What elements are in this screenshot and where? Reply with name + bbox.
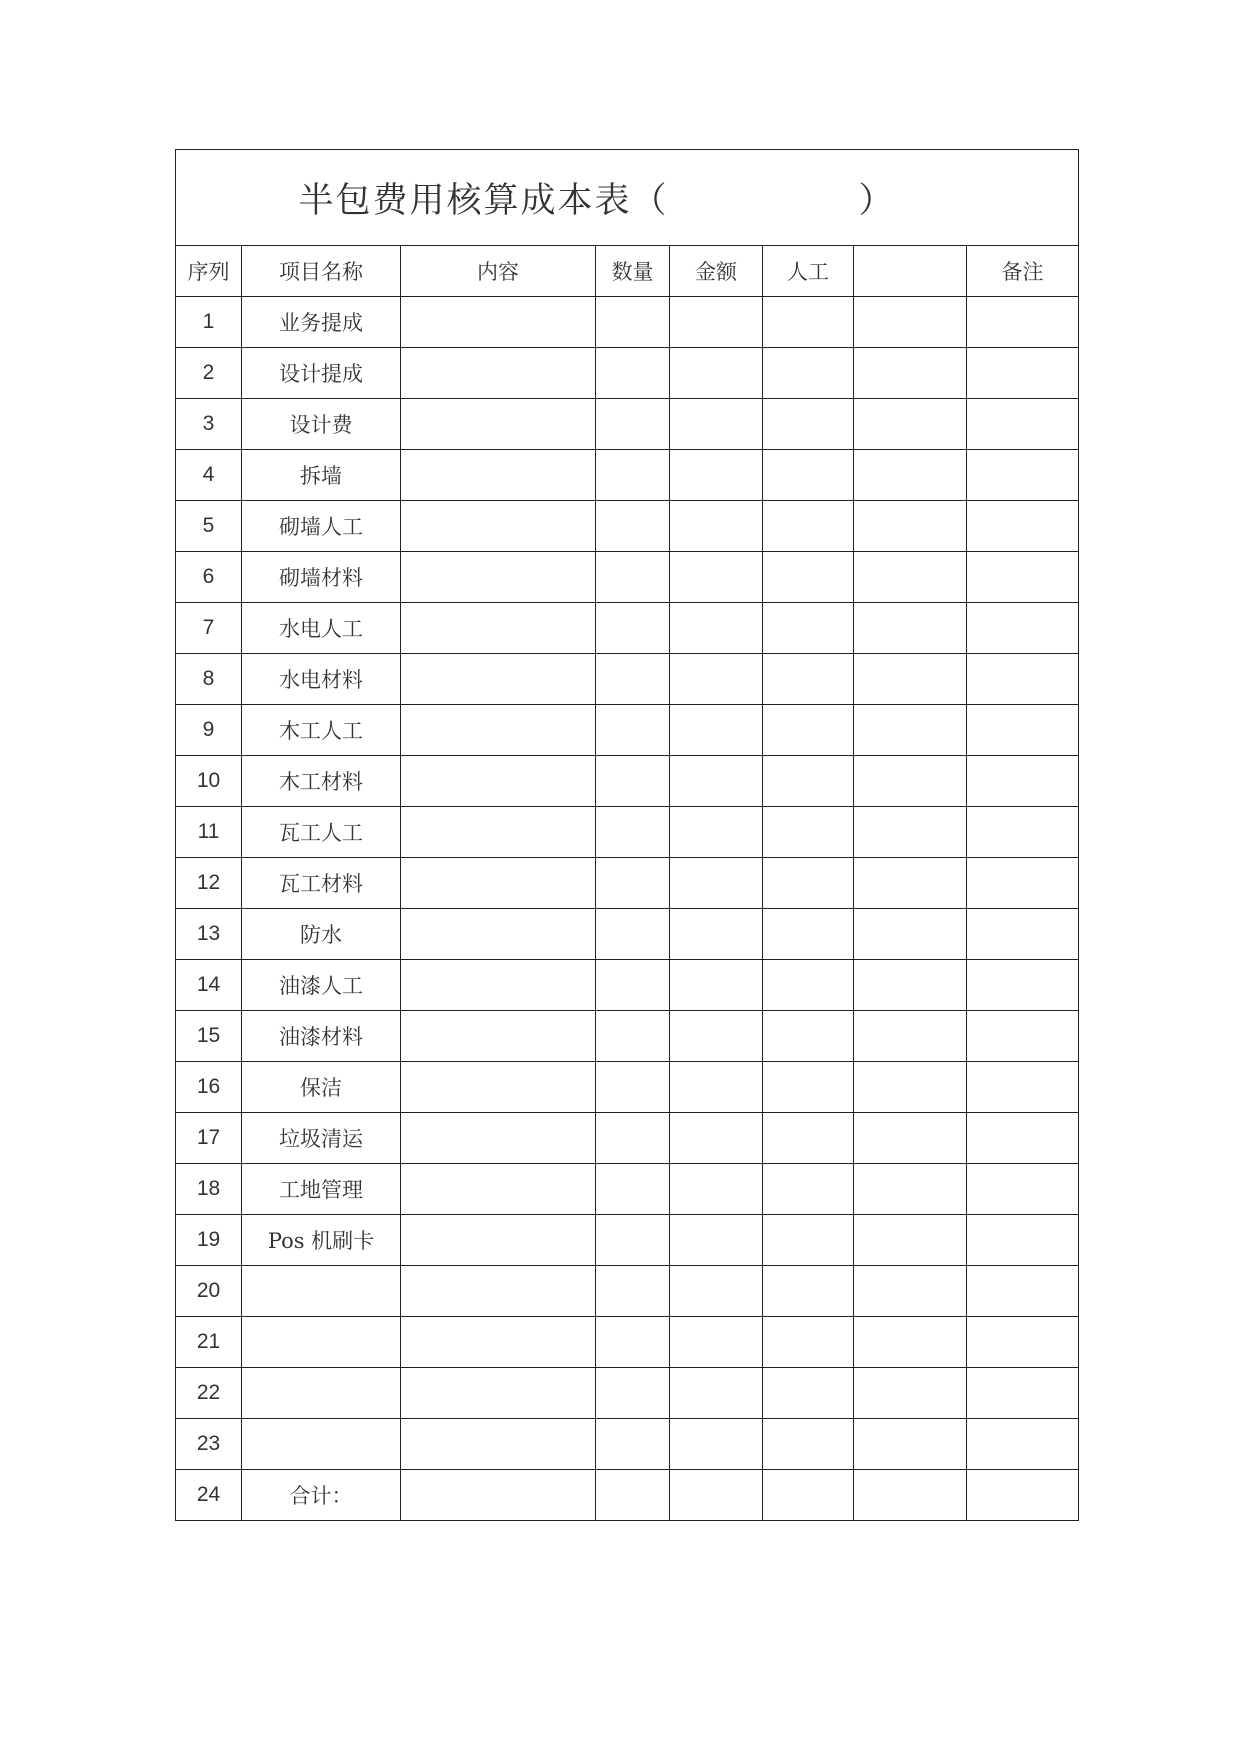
labor-cell[interactable]	[763, 1317, 854, 1368]
table-row	[176, 705, 1079, 756]
row-seq: 10	[176, 756, 242, 807]
table-title-cell	[176, 150, 1079, 246]
row-item-name	[242, 1266, 401, 1317]
quantity-cell[interactable]	[596, 705, 670, 756]
amount-cell[interactable]	[670, 1266, 763, 1317]
column-header-content: 内容	[401, 246, 596, 297]
labor-cell[interactable]	[763, 1470, 854, 1521]
column-header-item-name: 项目名称	[242, 246, 401, 297]
remarks-cell[interactable]	[967, 1164, 1079, 1215]
labor-cell[interactable]	[763, 1062, 854, 1113]
labor-cell[interactable]	[763, 1368, 854, 1419]
row-item-name: 油漆材料	[242, 1011, 401, 1062]
table-row	[176, 807, 1079, 858]
amount-cell[interactable]	[670, 1062, 763, 1113]
remarks-cell[interactable]	[967, 450, 1079, 501]
row-seq: 7	[176, 603, 242, 654]
row-item-name: 水电材料	[242, 654, 401, 705]
extra-cell[interactable]	[854, 1317, 967, 1368]
content-cell[interactable]	[401, 1470, 596, 1521]
amount-cell[interactable]	[670, 348, 763, 399]
header-row	[176, 246, 1079, 297]
extra-cell[interactable]	[854, 1164, 967, 1215]
row-item-name: 油漆人工	[242, 960, 401, 1011]
remarks-cell[interactable]	[967, 501, 1079, 552]
amount-cell[interactable]	[670, 603, 763, 654]
amount-cell[interactable]	[670, 450, 763, 501]
row-item-name: 工地管理	[242, 1164, 401, 1215]
extra-cell[interactable]	[854, 756, 967, 807]
extra-cell[interactable]	[854, 705, 967, 756]
amount-cell[interactable]	[670, 909, 763, 960]
remarks-cell[interactable]	[967, 297, 1079, 348]
column-header-amount: 金额	[670, 246, 763, 297]
table-row	[176, 1215, 1079, 1266]
row-seq: 22	[176, 1368, 242, 1419]
title-open-paren: （	[631, 180, 669, 221]
labor-cell[interactable]	[763, 501, 854, 552]
row-item-name: 水电人工	[242, 603, 401, 654]
row-seq: 23	[176, 1419, 242, 1470]
table-row	[176, 348, 1079, 399]
remarks-cell[interactable]	[967, 909, 1079, 960]
table-row	[176, 501, 1079, 552]
extra-cell[interactable]	[854, 552, 967, 603]
content-cell[interactable]	[401, 756, 596, 807]
labor-cell[interactable]	[763, 603, 854, 654]
extra-cell[interactable]	[854, 399, 967, 450]
labor-cell[interactable]	[763, 654, 854, 705]
quantity-cell[interactable]	[596, 1470, 670, 1521]
remarks-cell[interactable]	[967, 1215, 1079, 1266]
quantity-cell[interactable]	[596, 399, 670, 450]
content-cell[interactable]	[401, 297, 596, 348]
extra-cell[interactable]	[854, 960, 967, 1011]
row-item-name: Pos 机刷卡	[242, 1215, 401, 1266]
total-label: 合计：	[242, 1470, 401, 1521]
extra-cell[interactable]	[854, 1266, 967, 1317]
row-seq: 19	[176, 1215, 242, 1266]
labor-cell[interactable]	[763, 807, 854, 858]
row-seq: 15	[176, 1011, 242, 1062]
amount-cell[interactable]	[670, 960, 763, 1011]
amount-cell[interactable]	[670, 1164, 763, 1215]
remarks-cell[interactable]	[967, 756, 1079, 807]
column-header-remarks: 备注	[967, 246, 1079, 297]
table-title-text: 半包费用核算成本表	[298, 180, 632, 221]
row-item-name: 防水	[242, 909, 401, 960]
content-cell[interactable]	[401, 1011, 596, 1062]
row-seq: 12	[176, 858, 242, 909]
content-cell[interactable]	[401, 399, 596, 450]
extra-cell[interactable]	[854, 501, 967, 552]
content-cell[interactable]	[401, 1368, 596, 1419]
table-row	[176, 1317, 1079, 1368]
extra-cell[interactable]	[854, 1113, 967, 1164]
amount-cell[interactable]	[670, 1011, 763, 1062]
remarks-cell[interactable]	[967, 603, 1079, 654]
remarks-cell[interactable]	[967, 1266, 1079, 1317]
labor-cell[interactable]	[763, 1215, 854, 1266]
extra-cell[interactable]	[854, 1419, 967, 1470]
extra-cell[interactable]	[854, 858, 967, 909]
row-seq: 16	[176, 1062, 242, 1113]
amount-cell[interactable]	[670, 807, 763, 858]
amount-cell[interactable]	[670, 297, 763, 348]
amount-cell[interactable]	[670, 1113, 763, 1164]
row-item-name: 砌墙材料	[242, 552, 401, 603]
row-item-name: 业务提成	[242, 297, 401, 348]
row-seq: 4	[176, 450, 242, 501]
labor-cell[interactable]	[763, 399, 854, 450]
amount-cell[interactable]	[670, 705, 763, 756]
remarks-cell[interactable]	[967, 552, 1079, 603]
row-item-name: 瓦工人工	[242, 807, 401, 858]
quantity-cell[interactable]	[596, 807, 670, 858]
table-row	[176, 1419, 1079, 1470]
content-cell[interactable]	[401, 450, 596, 501]
title-close-paren: ）	[858, 180, 896, 221]
amount-cell[interactable]	[670, 399, 763, 450]
extra-cell[interactable]	[854, 1368, 967, 1419]
row-item-name: 垃圾清运	[242, 1113, 401, 1164]
table-row	[176, 552, 1079, 603]
amount-cell[interactable]	[670, 1470, 763, 1521]
table-row	[176, 1113, 1079, 1164]
labor-cell[interactable]	[763, 756, 854, 807]
quantity-cell[interactable]	[596, 1266, 670, 1317]
column-header-blank	[854, 246, 967, 297]
labor-cell[interactable]	[763, 705, 854, 756]
labor-cell[interactable]	[763, 450, 854, 501]
content-cell[interactable]	[401, 552, 596, 603]
amount-cell[interactable]	[670, 858, 763, 909]
labor-cell[interactable]	[763, 552, 854, 603]
remarks-cell[interactable]	[967, 1470, 1079, 1521]
extra-cell[interactable]	[854, 297, 967, 348]
row-seq: 6	[176, 552, 242, 603]
content-cell[interactable]	[401, 654, 596, 705]
quantity-cell[interactable]	[596, 1011, 670, 1062]
content-cell[interactable]	[401, 501, 596, 552]
quantity-cell[interactable]	[596, 1368, 670, 1419]
quantity-cell[interactable]	[596, 1062, 670, 1113]
remarks-cell[interactable]	[967, 705, 1079, 756]
labor-cell[interactable]	[763, 1419, 854, 1470]
amount-cell[interactable]	[670, 1368, 763, 1419]
row-item-name: 保洁	[242, 1062, 401, 1113]
extra-cell[interactable]	[854, 348, 967, 399]
table-row	[176, 960, 1079, 1011]
row-item-name: 木工人工	[242, 705, 401, 756]
content-cell[interactable]	[401, 1113, 596, 1164]
content-cell[interactable]	[401, 1317, 596, 1368]
row-seq: 1	[176, 297, 242, 348]
extra-cell[interactable]	[854, 1062, 967, 1113]
labor-cell[interactable]	[763, 297, 854, 348]
table-row	[176, 450, 1079, 501]
remarks-cell[interactable]	[967, 654, 1079, 705]
row-item-name: 设计费	[242, 399, 401, 450]
row-item-name: 拆墙	[242, 450, 401, 501]
extra-cell[interactable]	[854, 909, 967, 960]
row-seq: 18	[176, 1164, 242, 1215]
extra-cell[interactable]	[854, 807, 967, 858]
row-seq: 3	[176, 399, 242, 450]
extra-cell[interactable]	[854, 654, 967, 705]
remarks-cell[interactable]	[967, 1011, 1079, 1062]
row-item-name	[242, 1368, 401, 1419]
quantity-cell[interactable]	[596, 297, 670, 348]
labor-cell[interactable]	[763, 1266, 854, 1317]
amount-cell[interactable]	[670, 1419, 763, 1470]
row-seq: 13	[176, 909, 242, 960]
row-item-name: 瓦工材料	[242, 858, 401, 909]
labor-cell[interactable]	[763, 348, 854, 399]
content-cell[interactable]	[401, 1062, 596, 1113]
title-row	[176, 150, 1079, 246]
table-row	[176, 1011, 1079, 1062]
remarks-cell[interactable]	[967, 1419, 1079, 1470]
quantity-cell[interactable]	[596, 603, 670, 654]
quantity-cell[interactable]	[596, 654, 670, 705]
amount-cell[interactable]	[670, 552, 763, 603]
table-row	[176, 858, 1079, 909]
table-row	[176, 756, 1079, 807]
table-row	[176, 1470, 1079, 1521]
content-cell[interactable]	[401, 1266, 596, 1317]
extra-cell[interactable]	[854, 1470, 967, 1521]
row-seq: 24	[176, 1470, 242, 1521]
content-cell[interactable]	[401, 960, 596, 1011]
remarks-cell[interactable]	[967, 960, 1079, 1011]
column-header-seq: 序列	[176, 246, 242, 297]
row-seq: 2	[176, 348, 242, 399]
row-seq: 17	[176, 1113, 242, 1164]
remarks-cell[interactable]	[967, 348, 1079, 399]
row-item-name: 木工材料	[242, 756, 401, 807]
row-seq: 5	[176, 501, 242, 552]
table-row	[176, 654, 1079, 705]
content-cell[interactable]	[401, 909, 596, 960]
content-cell[interactable]	[401, 705, 596, 756]
remarks-cell[interactable]	[967, 1113, 1079, 1164]
content-cell[interactable]	[401, 348, 596, 399]
row-seq: 8	[176, 654, 242, 705]
cost-accounting-table	[175, 149, 1079, 1521]
amount-cell[interactable]	[670, 501, 763, 552]
content-cell[interactable]	[401, 807, 596, 858]
extra-cell[interactable]	[854, 603, 967, 654]
table-row	[176, 909, 1079, 960]
row-item-name: 砌墙人工	[242, 501, 401, 552]
remarks-cell[interactable]	[967, 858, 1079, 909]
row-seq: 14	[176, 960, 242, 1011]
quantity-cell[interactable]	[596, 1164, 670, 1215]
row-seq: 9	[176, 705, 242, 756]
quantity-cell[interactable]	[596, 552, 670, 603]
quantity-cell[interactable]	[596, 960, 670, 1011]
content-cell[interactable]	[401, 603, 596, 654]
table-row	[176, 297, 1079, 348]
row-item-name	[242, 1317, 401, 1368]
remarks-cell[interactable]	[967, 1317, 1079, 1368]
labor-cell[interactable]	[763, 858, 854, 909]
table-row	[176, 1164, 1079, 1215]
column-header-labor: 人工	[763, 246, 854, 297]
amount-cell[interactable]	[670, 756, 763, 807]
extra-cell[interactable]	[854, 450, 967, 501]
quantity-cell[interactable]	[596, 450, 670, 501]
remarks-cell[interactable]	[967, 807, 1079, 858]
table-row	[176, 1062, 1079, 1113]
row-item-name: 设计提成	[242, 348, 401, 399]
row-seq: 11	[176, 807, 242, 858]
table-row	[176, 1266, 1079, 1317]
amount-cell[interactable]	[670, 1317, 763, 1368]
table-row	[176, 603, 1079, 654]
quantity-cell[interactable]	[596, 1419, 670, 1470]
remarks-cell[interactable]	[967, 399, 1079, 450]
quantity-cell[interactable]	[596, 1113, 670, 1164]
quantity-cell[interactable]	[596, 348, 670, 399]
content-cell[interactable]	[401, 858, 596, 909]
quantity-cell[interactable]	[596, 756, 670, 807]
amount-cell[interactable]	[670, 1215, 763, 1266]
quantity-cell[interactable]	[596, 501, 670, 552]
quantity-cell[interactable]	[596, 909, 670, 960]
amount-cell[interactable]	[670, 654, 763, 705]
labor-cell[interactable]	[763, 960, 854, 1011]
content-cell[interactable]	[401, 1419, 596, 1470]
row-seq: 21	[176, 1317, 242, 1368]
row-item-name	[242, 1419, 401, 1470]
labor-cell[interactable]	[763, 909, 854, 960]
column-header-quantity: 数量	[596, 246, 670, 297]
table-row	[176, 1368, 1079, 1419]
table-title	[299, 173, 896, 223]
labor-cell[interactable]	[763, 1164, 854, 1215]
labor-cell[interactable]	[763, 1113, 854, 1164]
row-seq: 20	[176, 1266, 242, 1317]
content-cell[interactable]	[401, 1215, 596, 1266]
extra-cell[interactable]	[854, 1011, 967, 1062]
quantity-cell[interactable]	[596, 1317, 670, 1368]
table-row	[176, 399, 1079, 450]
quantity-cell[interactable]	[596, 1215, 670, 1266]
labor-cell[interactable]	[763, 1011, 854, 1062]
quantity-cell[interactable]	[596, 858, 670, 909]
remarks-cell[interactable]	[967, 1368, 1079, 1419]
content-cell[interactable]	[401, 1164, 596, 1215]
extra-cell[interactable]	[854, 1215, 967, 1266]
remarks-cell[interactable]	[967, 1062, 1079, 1113]
